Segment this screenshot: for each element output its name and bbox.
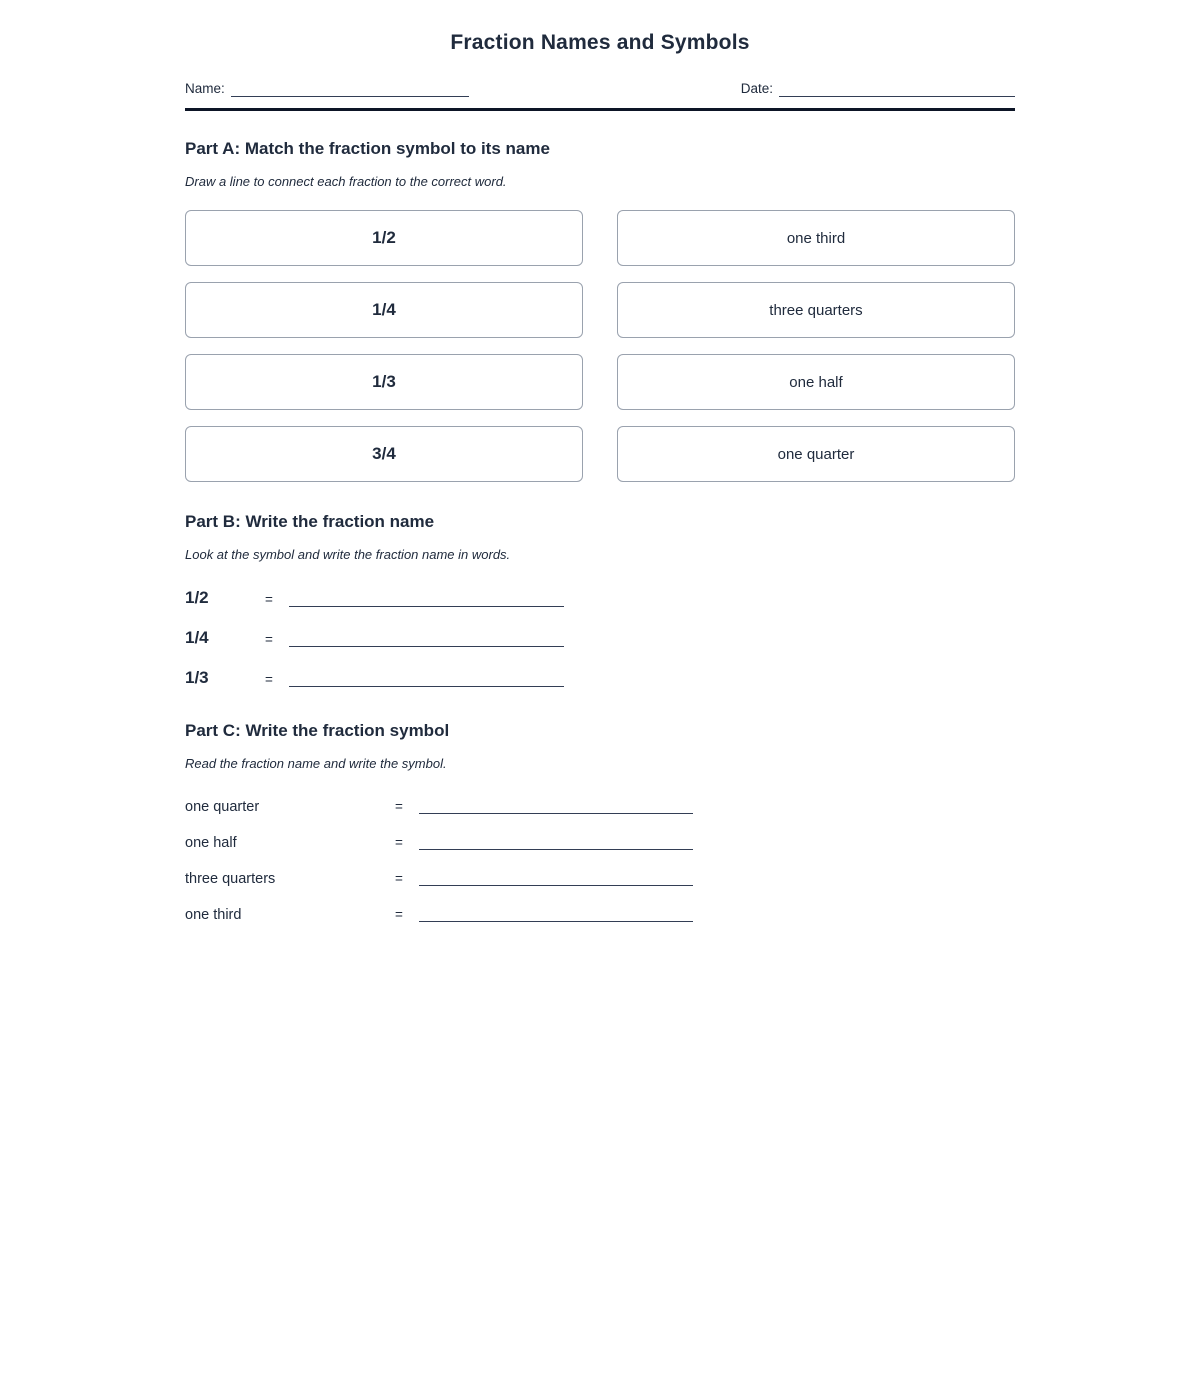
fraction-symbol: 3/4 <box>372 444 396 463</box>
name-label: Name: <box>185 81 225 96</box>
answer-blank-line[interactable] <box>419 912 693 922</box>
date-field <box>741 81 1015 97</box>
part-b-heading: Part B: Write the fraction name <box>185 512 435 531</box>
equals-sign: = <box>395 835 403 850</box>
match-symbol-box[interactable] <box>185 426 583 482</box>
answer-blank-line[interactable] <box>419 876 693 886</box>
match-symbol-box[interactable] <box>185 354 583 410</box>
part-c-rows <box>185 779 1015 923</box>
part-c-instruction: Read the fraction name and write the symbol. <box>185 756 447 771</box>
answer-blank-line[interactable] <box>289 637 564 647</box>
part-a-instruction: Draw a line to connect each fraction to the correct word. <box>185 174 507 189</box>
answer-blank-line[interactable] <box>419 804 693 814</box>
match-symbol-box[interactable] <box>185 210 583 266</box>
fraction-name-label: one quarter <box>185 799 260 815</box>
fraction-name-label: three quarters <box>185 871 276 887</box>
write-name-row <box>185 648 1015 688</box>
match-name-box[interactable] <box>617 210 1015 266</box>
part-a-section <box>185 139 1015 482</box>
worksheet-page <box>185 0 1015 923</box>
write-name-row <box>185 608 1015 648</box>
name-input-line[interactable] <box>231 85 469 97</box>
fraction-symbol: 1/2 <box>372 228 396 247</box>
fraction-symbol-label: 1/2 <box>185 588 209 607</box>
part-b-rows <box>185 568 1015 688</box>
equals-sign: = <box>395 799 403 814</box>
page-title: Fraction Names and Symbols <box>450 31 750 54</box>
write-symbol-row <box>185 815 1015 851</box>
match-grid <box>185 210 1015 482</box>
write-name-row <box>185 568 1015 608</box>
fraction-name: one third <box>786 229 846 247</box>
write-symbol-row <box>185 887 1015 923</box>
part-c-heading: Part C: Write the fraction symbol <box>185 721 450 740</box>
fraction-symbol-label: 1/3 <box>185 668 209 687</box>
name-field <box>185 81 469 97</box>
fraction-symbol: 1/3 <box>372 372 396 391</box>
header-divider <box>185 108 1015 111</box>
equals-sign: = <box>265 672 273 687</box>
fraction-symbol: 1/4 <box>372 300 396 319</box>
part-b-section <box>185 512 1015 688</box>
date-input-line[interactable] <box>779 85 1015 97</box>
part-a-heading: Part A: Match the fraction symbol to its name <box>185 139 550 158</box>
date-label: Date: <box>740 81 773 96</box>
equals-sign: = <box>265 632 273 647</box>
match-name-box[interactable] <box>617 354 1015 410</box>
fraction-name-label: one half <box>185 835 237 851</box>
fraction-symbol-label: 1/4 <box>185 628 209 647</box>
fraction-name-label: one third <box>185 907 242 923</box>
match-name-box[interactable] <box>617 426 1015 482</box>
fraction-name: one quarter <box>777 445 855 463</box>
fraction-name: one half <box>789 373 843 391</box>
equals-sign: = <box>265 592 273 607</box>
part-b-instruction: Look at the symbol and write the fraction name in words. <box>185 547 511 562</box>
match-symbol-box[interactable] <box>185 282 583 338</box>
answer-blank-line[interactable] <box>289 597 564 607</box>
equals-sign: = <box>395 907 403 922</box>
answer-blank-line[interactable] <box>419 840 693 850</box>
name-date-row <box>185 81 1015 97</box>
equals-sign: = <box>395 871 403 886</box>
fraction-name: three quarters <box>769 301 863 319</box>
part-c-section <box>185 721 1015 923</box>
write-symbol-row <box>185 779 1015 815</box>
answer-blank-line[interactable] <box>289 677 564 687</box>
write-symbol-row <box>185 851 1015 887</box>
match-name-box[interactable] <box>617 282 1015 338</box>
